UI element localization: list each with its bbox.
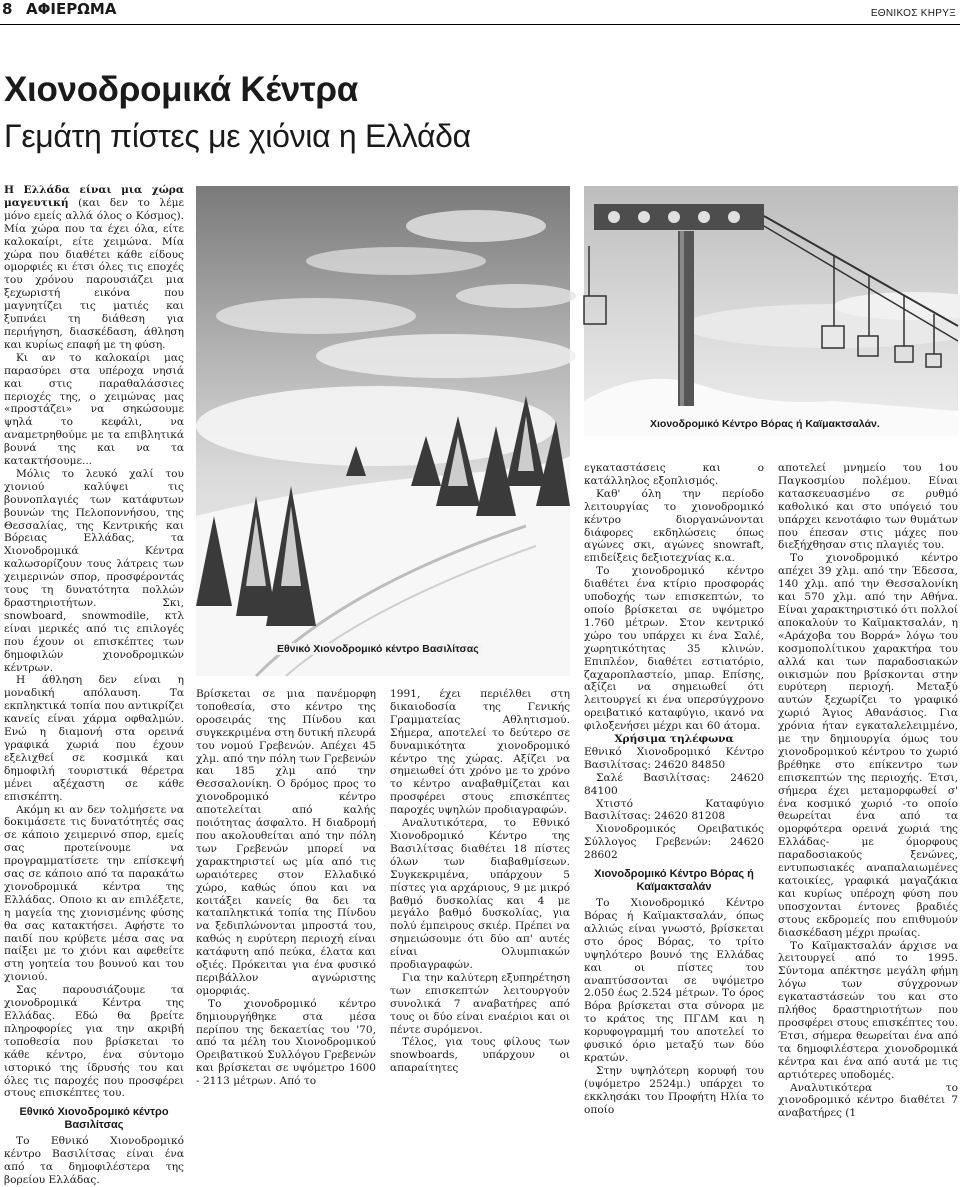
article-column-1 <box>4 184 184 1187</box>
page-header <box>0 0 960 26</box>
subheading: Εθνικό Χιονοδρομικό κέντρο Βασιλίτσας <box>19 1106 169 1132</box>
paragraph: Το Χιονοδρομικό Κέντρο Βόρας ή Καϊμακτσαλάν, όπως αλλιώς είναι γνωστό, βρίσκεται στο όρος Βόρας, το τρίτο υψηλότερο βουνό της Ελλάδας και οι πίστες του αναπτύσσονται σε υψόμετρο 2.050 έως 2.524 μέτρων. Το όρος Βόρα βρίσκεται στα σύνορα με το κράτος της ΠΓΔΜ και η κορυφογραμμή του αποτελεί το φυσικό όριο μεταξύ των δύο κρατών. <box>584 897 764 1064</box>
paragraph: Καθ' όλη την περίοδο λειτουργίας το χιονοδρομικό κέντρο διοργανώνονται διάφορες εκδηλώσεις όπως αγώνες σκι, αγώνες snowraft, επιδείξεις δεξιοτεχνίας κ.α. <box>584 487 764 565</box>
newspaper-name: ΕΘΝΙΚΟΣ ΚΗΡΥΞ <box>870 8 956 19</box>
lead-text: Η Ελλάδα είναι μια χώρα μαγευτική <box>4 184 184 209</box>
paragraph: Το χιονοδρομικό κέντρο απέχει 39 χλμ. από την Έδεσσα, 140 χλμ. από την Θεσσαλονίκη και 570 χλμ. από την Αθήνα. Είναι χαρακτηριστικό ότι πολλοί αποκαλούν το Καϊμακτσαλάν, η «Αράχοβα του Βορρά» λόγω του κοσμοπολίτικου χαρακτήρα του αλλά και των παραδοσιακών οικισμών που βρίσκονται στην ευρύτερη περιοχή. Μεταξύ αυτών ξεχωρίζει το γραφικό χωριό Άγιος Αθανάσιος. Για χρόνια ήταν εγκαταλελειμμένο, με την δημιουργία όμως του χιονοδρομικού κέντρου το χωριό βρέθηκε στο επίκεντρο των επισκεπτών της περιοχής. Έτσι, σήμερα έχει μεταμορφωθεί σ' ένα κοσμικό χωριό -το οποίο θεωρείται ένα από τα ομορφότερα ορεινά χωριά της Ελλάδας- με όμορφους παραδοσιακούς ξενώνες, εντυπωσιακές αναπαλαιωμένες κατοικίες, γραφικά μαγαζάκια και κυρίως υπέροχη φύση που υποσχονται έντονες βραδιές στους εκδρομείς που επιθυμούν διασκέδαση μέχρι πρωίας. <box>778 552 958 939</box>
photo-voras-chairlift <box>584 186 958 436</box>
paragraph: Σας παρουσιάζουμε τα χιονοδρομικά Κέντρα της Ελλάδας. Εδώ θα βρείτε πληροφορίες για την ακριβή τοποθεσία που βρίσκεται το κάθε κέντρο, ένα σύντομο ιστορικό της ίδρυσής του και όλες τις παροχές που προσφέρει στους επισκέπτες του. <box>4 984 184 1100</box>
phone-line: Χιονοδρομικός Ορειβατικός Σύλλογος Γρεβενών: 24620 28602 <box>584 823 764 862</box>
paragraph: Για την καλύτερη εξυπηρέτηση των επισκεπτών λειτουργούν συνολικά 7 αναβατήρες από τους οι δύο είναι εναέριοι και οι πέντε συρόμενοι. <box>390 971 570 1036</box>
paragraph-text: (και δεν το λέμε μόνο εμείς αλλά όλος ο Κόσμος). Μία χώρα που τα έχει όλα, είτε καλοκαίρι, είτε χειμώνα. Μία χώρα που διαθέτει κάθε είδους ομορφιές κι έτσι όλες τις εποχές του χρόνου παρουσιάζει μια ξεχωριστή εικόνα που μαγνητίζει τις ματιές και ξυπνάει τη διάθεση για περιήγηση, διασκέδαση, άθληση και κυρίως επαφή με τη φύση. <box>4 196 184 351</box>
paragraph: εγκαταστάσεις και ο κατάλληλος εξοπλισμός. <box>584 462 764 487</box>
article-column-5 <box>778 462 958 1120</box>
section-label: ΑΦΙΕΡΩΜΑ <box>26 0 117 18</box>
article-headline: Χιονοδρομικά Κέντρα <box>4 70 358 109</box>
paragraph: Αναλυτικότερα το χιονοδρομικό κέντρο διαθέτει 7 αναβατήρες (1 <box>778 1081 958 1120</box>
phones-title: Χρήσιμα τηλέφωνα <box>614 733 734 746</box>
article-subheadline: Γεμάτη πίστες με χιόνια η Ελλάδα <box>4 118 471 154</box>
phone-line: Χτιστό Καταφύγιο Βασιλίτσας: 24620 81208 <box>584 797 764 823</box>
paragraph: 1991, έχει περιέλθει στη δικαιοδοσία της Γενικής Γραμματείας Αθλητισμού. Σήμερα, αποτελεί το δεύτερο σε δυναμικότητα χιονοδρομικό κέντρο της χώρας. Αξίζει να σημειωθεί ότι χρόνο με το χρόνο το κέντρο αναβαθμίζεται και προσφέρει στους επισκέπτες παροχές υψηλών προδιαγραφών. <box>390 688 570 817</box>
paragraph <box>4 184 184 352</box>
photo-caption: Χιονοδρομικό Κέντρο Βόρας ή Καϊμακτσαλάν. <box>650 418 880 430</box>
paragraph: Μόλις το λευκό χαλί του χιονιού καλύψει τις βουνοπλαγιές των κατάφυτων βουνών της Πελοποννήσου, της Θεσσαλίας, της Κεντρικής και Βόρειας Ελλάδας, τα Χιονοδρομικά Κέντρα καλωσορίζουν τους λάτρεις των χειμερινών σπορ, προσφέροντάς τους τη δυνατότητα πολλών δραστηριοτήτων. Σκι, snowboard, snowmodile, κτλ είναι μερικές από τις επιλογές που έχουν οι επισκέπτες των δημοφιλών χιονοδρομικών κέντρων. <box>4 467 184 674</box>
article-column-4 <box>584 462 764 1116</box>
photo-caption: Εθνικό Χιονοδρομικό κέντρο Βασιλίτσας <box>274 643 482 655</box>
article-column-2 <box>196 688 376 1088</box>
header-divider <box>0 24 960 25</box>
paragraph: Βρίσκεται σε μια πανέμορφη τοποθεσία, στο κέντρο της οροσειράς της Πίνδου και συγκεκριμένα στη δυτική πλευρά του νομού Γρεβενών. Απέχει 45 χλμ. από την πόλη των Γρεβενών και 185 χλμ από την Θεσσαλονίκη. Ο δρόμος προς το χιονοδρομικό κέντρο αποτελείται από καλής ποιότητας άσφαλτο. Η διαδρομή που ακολουθείται από την πόλη των Γρεβενών μπορεί να χαρακτηριστεί ως μία από τις ωραιότερες στον Ελλαδικό χώρο, καθώς όπου και να κοιτάξει κανείς θα δει τα καταπληκτικά τοπία της Πίνδου να ξεδιπλώνονται μπροστά του, καθώς η ευρύτερη περιοχή είναι κατάφυτη από πεύκα, έλατα και οξιές. Πρόκειται για ένα φυσικό περιβάλλον αγνώριστης ομορφιάς. <box>196 688 376 997</box>
photo-vasilitsa-forest <box>196 186 570 676</box>
article-column-3 <box>390 688 570 1075</box>
forest-snow-image <box>196 186 570 676</box>
phone-line: Σαλέ Βασιλίτσας: 24620 84100 <box>584 771 764 797</box>
paragraph: Τέλος, για τους φίλους των snowboards, υπάρχουν οι απαραίτητες <box>390 1036 570 1075</box>
paragraph: Η άθληση δεν είναι η μοναδική απόλαυση. Τα εκπληκτικά τοπία που αντικρίζει κανείς είναι χάρμα οφθαλμών. Ενώ η διαμονή στα ορεινά γραφικά χωριά που έχουν εξελιχθεί σε κοσμικά και δημοφιλή τουριστικά θέρετρα μένει αξέχαστη σε κάθε επισκέπτη. <box>4 674 184 803</box>
phone-line: Εθνικό Χιονοδρομικό Κέντρο Βασιλίτσας: 24620 84850 <box>584 745 764 771</box>
paragraph: Το Καϊμακτσαλάν άρχισε να λειτουργεί από το 1995. Σύντομα απέκτησε μεγάλη φήμη λόγω των σύγχρονων εγκαταστάσεών του και στο πλήθος δραστηριοτήτων που προσφέρει στους επισκέπτες του. Έτσι, σήμερα θεωρείται ένα από τα δημοφιλέστερα χιονοδρομικά κέντρα και ένα από αυτά με τις αρτιότερες υποδομές. <box>778 939 958 1081</box>
page-number: 8 <box>2 0 13 18</box>
subheading: Χιονοδρομικό Κέντρο Βόρας ή Καϊμακτσαλάν <box>594 868 754 894</box>
paragraph: Το χιονοδρομικό κέντρο διαθέτει ένα κτίριο προσφοράς υποδοχής των επισκεπτών, το οποίο βρίσκεται σε υψόμετρο 1.760 μέτρων. Στον κεντρικό χώρο του υπάρχει κι ένα Σαλέ, χωρητικότητας 35 κλινών. Επιπλέον, διαθέτει εστιατόριο, ζαχαροπλαστείο, μπαρ. Επίσης, αξίζει να σημειωθεί ότι λειτουργεί κι ένα υπερσύγχρονο ορειβατικό καταφύγιο, ικανό να φιλοξενήσει μέχρι και 60 άτομα. <box>584 565 764 733</box>
paragraph: αποτελεί μνημείο του 1ου Παγκοσμίου πολέμου. Είναι κατασκευασμένο σε ρυθμό καθολικό και στο υπόγειό του υπάρχει κενοτάφιο των θυμάτων που έπεσαν στις μάχες που διεξήχθησαν στις πλαγιές του. <box>778 462 958 552</box>
paragraph: Κι αν το καλοκαίρι μας παρασύρει στα υπέροχα νησιά και στις παραθαλάσσιες περιοχές της, ο χειμώνας μας «προστάζει» να σηκώσουμε ψηλά το κεφάλι, να αναμετρηθούμε με τα επιβλητικά βουνά της και να τα κατακτήσουμε... <box>4 351 184 468</box>
paragraph: Στην υψηλότερη κορυφή του (υψόμετρο 2524μ.) υπάρχει το εκκλησάκι του Προφήτη Ηλία το οποίο <box>584 1064 764 1116</box>
paragraph: Ακόμη κι αν δεν τολμήσετε να δοκιμάσετε τις δυνατότητές σας σε κάποιο χειμερινό σπορ, εμείς σας προτείνουμε να προγραμματίσετε την επίσκεψή σας σε κάποιο από τα παρακάτω χιονοδρομικά κέντρα της Ελλάδας. Οποιο κι αν επιλέξετε, η μαγεία της χιονισμένης φύσης θα σας κατακτήσει. Αφήστε το παιδί που κρύβετε μέσα σας να παίξει με το χιόνι και αφεθείτε στη γοητεία του βουνού και του χιονιού. <box>4 803 184 984</box>
paragraph: Το χιονοδρομικό κέντρο δημιουργήθηκε στα μέσα περίπου της δεκαετίας του '70, από τα μέλη του Χιονοδρομικού Ορειβατικού Συλλόγου Γρεβενών και βρίσκεται σε υψόμετρο 1600 - 2113 μέτρων. Από το <box>196 997 376 1088</box>
chairlift-image <box>584 186 958 436</box>
paragraph: Το Εθνικό Χιονοδρομικό κέντρο Βασιλίτσας είναι ένα από τα δημοφιλέστερα της βορείου Ελλάδας. <box>4 1135 184 1187</box>
paragraph: Αναλυτικότερα, το Εθνικό Χιονοδρομικό Κέντρο της Βασιλίτσας διαθέτει 18 πίστες όλων των διαβαθμίσεων. Συγκεκριμένα, υπάρχουν 5 πίστες για αρχάριους, 9 με μικρό βαθμό δυσκολίας και 4 με μεγάλο βαθμό δυσκολίας, για πολύ έμπειρους σκιέρ. Πρέπει να σημειώσουμε ότι δύο απ' αυτές είναι Ολυμπιακών προδιαγραφών. <box>390 817 570 972</box>
